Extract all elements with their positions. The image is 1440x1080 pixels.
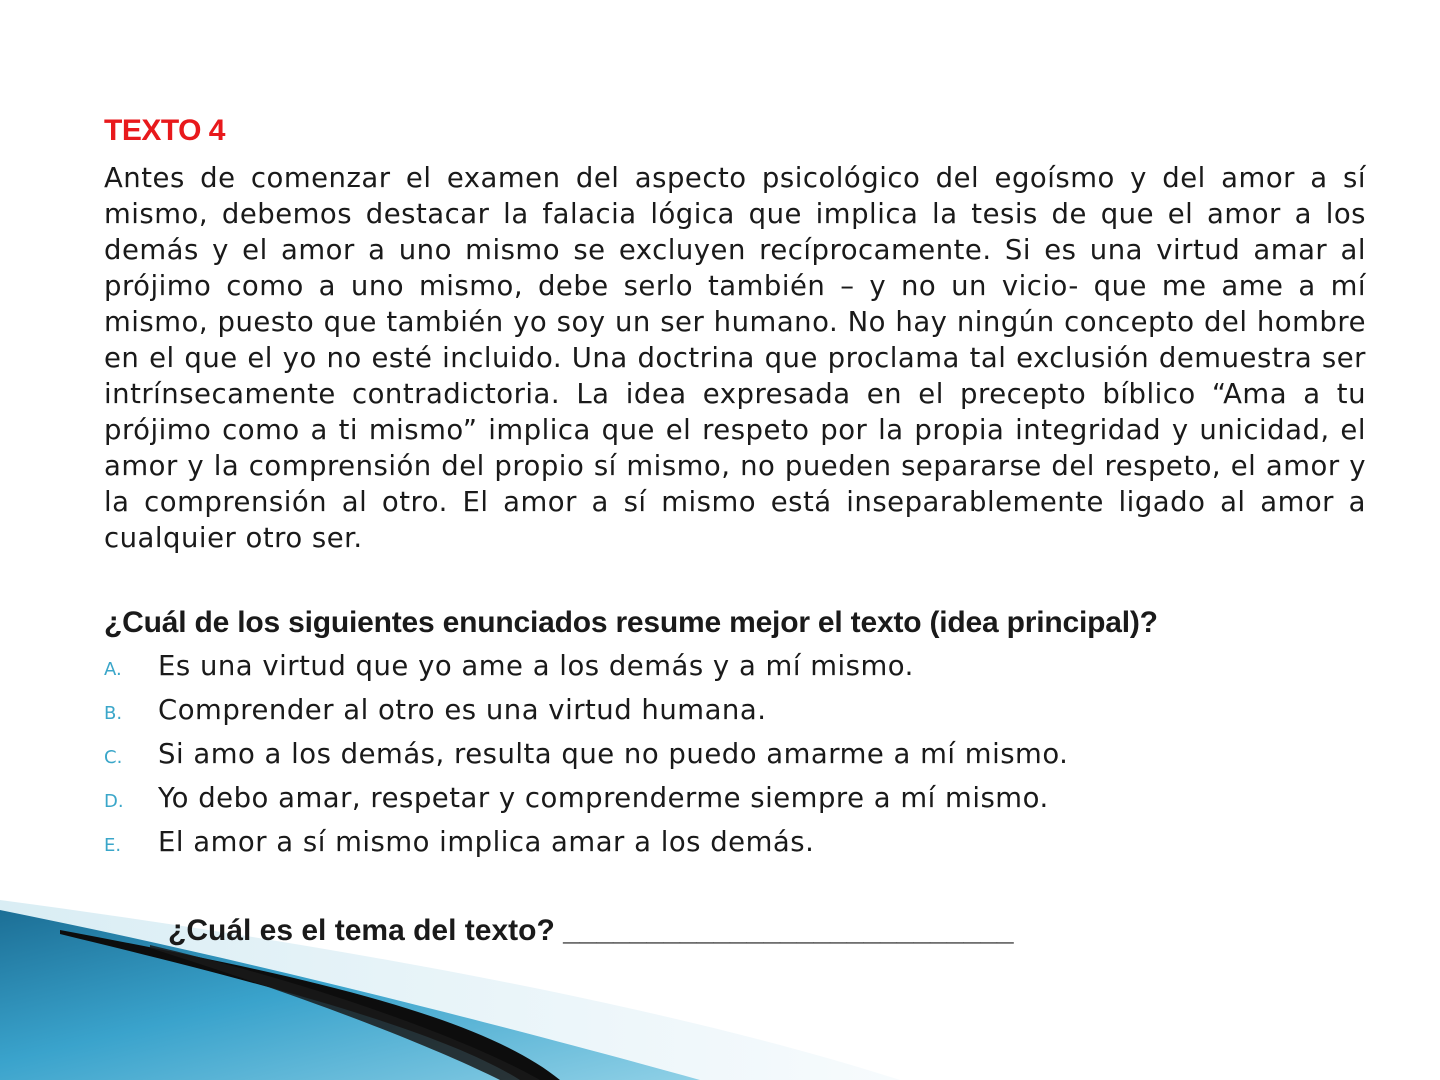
option-letter: E. [104, 835, 122, 856]
reading-passage: Antes de comenzar el examen del aspecto psicológico del egoísmo y del amor a sí mismo, debemos destacar la falacia lógica que implica la tesis de que el amor a los demás y el amor a uno mismo se excluyen recíprocamente. Si es una virtud amar al prójimo como a uno mismo, debe serlo también – y no un vicio- que me ame a mí mismo, puesto que también yo soy un ser humano. No hay ningún concepto del hombre en el que el yo no esté incluido. Una doctrina que proclama tal exclusión demuestra ser intrínsecamente contradictoria. La idea expresada en el precepto bíblico “Ama a tu prójimo como a ti mismo” implica que el respeto por la propia integridad y unicidad, el amor y la comprensión del propio sí mismo, no pueden separarse del respeto, el amor y la comprensión al otro. El amor a sí mismo está inseparablemente ligado al amor a cualquier otro ser. [104, 162, 1366, 554]
option-c[interactable] [104, 738, 1068, 782]
option-letter: D. [104, 791, 124, 812]
option-text: El amor a sí mismo implica amar a los demás. [158, 826, 815, 858]
theme-question: ¿Cuál es el tema del texto? ___________________________ [168, 914, 1014, 947]
option-a[interactable] [104, 650, 1068, 694]
option-letter: B. [104, 703, 123, 724]
option-text: Comprender al otro es una virtud humana. [158, 694, 767, 726]
answer-options [104, 650, 1068, 870]
option-text: Es una virtud que yo ame a los demás y a mí mismo. [158, 650, 914, 682]
option-d[interactable] [104, 782, 1068, 826]
option-b[interactable] [104, 694, 1068, 738]
option-text: Si amo a los demás, resulta que no puedo amarme a mí mismo. [158, 738, 1069, 770]
option-letter: C. [104, 747, 123, 768]
option-letter: A. [104, 659, 122, 680]
option-text: Yo debo amar, respetar y comprenderme siempre a mí mismo. [158, 782, 1049, 814]
main-idea-question: ¿Cuál de los siguientes enunciados resume mejor el texto (idea principal)? [104, 606, 1158, 639]
option-e[interactable] [104, 826, 1068, 870]
text-heading: TEXTO 4 [104, 114, 225, 147]
